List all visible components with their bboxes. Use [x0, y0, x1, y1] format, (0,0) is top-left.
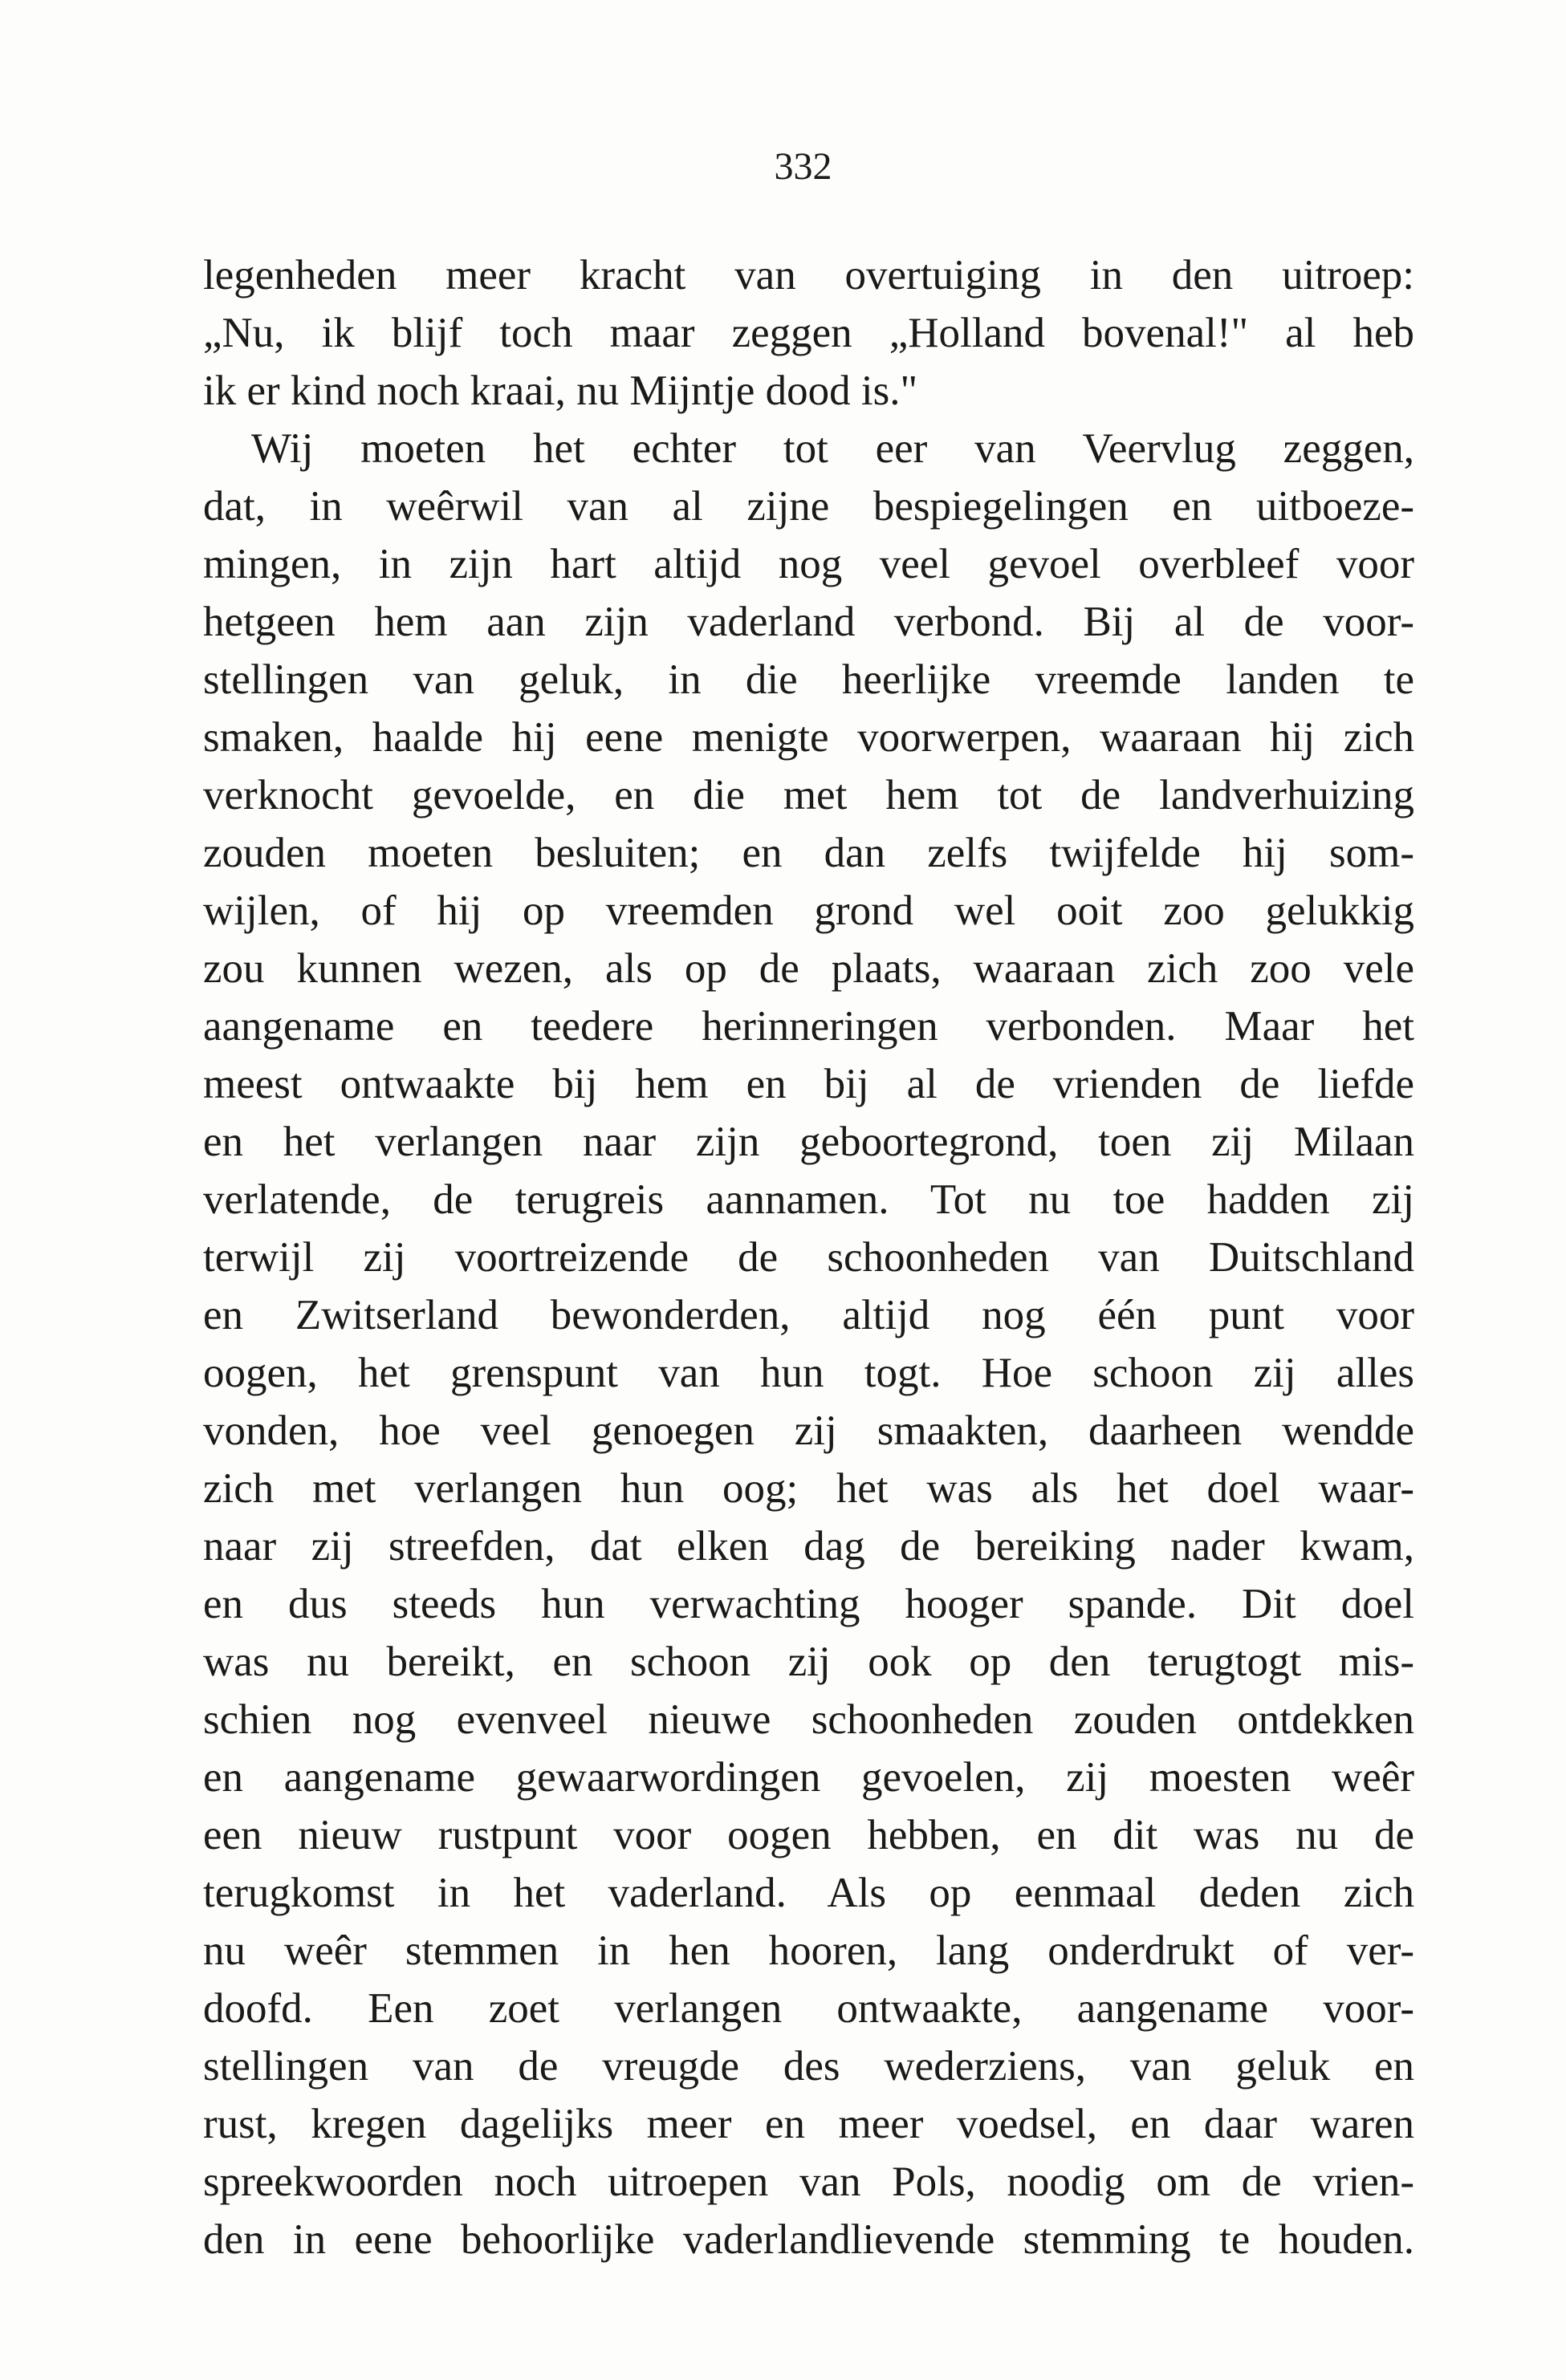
text-line: zouden moeten besluiten; en dan zelfs twijfelde hij som-	[203, 830, 1414, 876]
text-line: Wij moeten het echter tot eer van Veervlug zeggen,	[251, 425, 1414, 472]
text-line: verlatende, de terugreis aannamen. Tot nu toe hadden zij	[203, 1176, 1414, 1223]
text-line: vonden, hoe veel genoegen zij smaakten, daarheen wendde	[203, 1407, 1414, 1454]
text-line: terugkomst in het vaderland. Als op eenmaal deden zich	[203, 1870, 1414, 1916]
text-line: rust, kregen dagelijks meer en meer voedsel, en daar waren	[203, 2101, 1414, 2147]
text-line: dat, in weêrwil van al zijne bespiegelingen en uitboeze-	[203, 483, 1414, 530]
text-line: nu weêr stemmen in hen hooren, lang onderdrukt of ver-	[203, 1927, 1414, 1974]
text-line: terwijl zij voortreizende de schoonheden van Duitschland	[203, 1234, 1414, 1281]
text-line: meest ontwaakte bij hem en bij al de vrienden de liefde	[203, 1061, 1414, 1107]
text-line: en Zwitserland bewonderden, altijd nog één punt voor	[203, 1292, 1414, 1338]
text-line: den in eene behoorlijke vaderlandlievende stemming te houden.	[203, 2216, 1414, 2263]
text-line: legenheden meer kracht van overtuiging in den uitroep:	[203, 252, 1414, 299]
text-line: schien nog evenveel nieuwe schoonheden zouden ontdekken	[203, 1696, 1414, 1743]
text-line: was nu bereikt, en schoon zij ook op den terugtogt mis-	[203, 1639, 1414, 1685]
text-line: hetgeen hem aan zijn vaderland verbond. Bij al de voor-	[203, 599, 1414, 645]
text-line: ik er kind noch kraai, nu Mijntje dood is."	[203, 368, 918, 414]
text-line: oogen, het grenspunt van hun togt. Hoe schoon zij alles	[203, 1350, 1414, 1396]
text-line: „Nu, ik blijf toch maar zeggen „Holland bovenal!" al heb	[203, 310, 1414, 356]
text-line: wijlen, of hij op vreemden grond wel ooit zoo gelukkig	[203, 887, 1414, 934]
text-line: een nieuw rustpunt voor oogen hebben, en dit was nu de	[203, 1812, 1414, 1858]
text-line: mingen, in zijn hart altijd nog veel gevoel overbleef voor	[203, 541, 1414, 587]
text-line: spreekwoorden noch uitroepen van Pols, noodig om de vrien-	[203, 2159, 1414, 2205]
text-line: en dus steeds hun verwachting hooger spande. Dit doel	[203, 1581, 1414, 1627]
text-line: smaken, haalde hij eene menigte voorwerpen, waaraan hij zich	[203, 714, 1414, 761]
text-line: en het verlangen naar zijn geboortegrond, toen zij Milaan	[203, 1119, 1414, 1165]
text-line: verknocht gevoelde, en die met hem tot de landverhuizing	[203, 772, 1414, 818]
text-line: zich met verlangen hun oog; het was als het doel waar-	[203, 1465, 1414, 1512]
text-line: doofd. Een zoet verlangen ontwaakte, aangename voor-	[203, 1985, 1414, 2032]
text-line: en aangename gewaarwordingen gevoelen, zij moesten weêr	[203, 1754, 1414, 1801]
text-line: aangename en teedere herinneringen verbonden. Maar het	[203, 1003, 1414, 1050]
body-text	[203, 246, 1414, 2268]
text-line: zou kunnen wezen, als op de plaats, waaraan zich zoo vele	[203, 945, 1414, 992]
text-line: naar zij streefden, dat elken dag de bereiking nader kwam,	[203, 1523, 1414, 1570]
page-number: 332	[774, 145, 832, 188]
text-line: stellingen van de vreugde des wederziens, van geluk en	[203, 2043, 1414, 2090]
text-line: stellingen van geluk, in die heerlijke vreemde landen te	[203, 656, 1414, 703]
